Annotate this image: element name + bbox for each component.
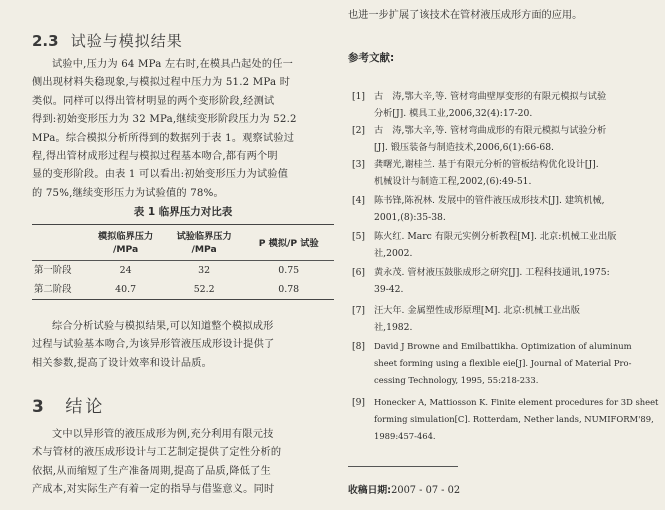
- table-cell: 24: [119, 265, 132, 276]
- table-row: [32, 261, 334, 281]
- reference-index: [1]: [352, 91, 366, 102]
- reference-index: [5]: [352, 231, 366, 242]
- table-cell: 40.7: [86, 280, 165, 300]
- reference-index: [4]: [352, 195, 366, 206]
- reference-line: 古 涛,鄂大辛,等. 管材弯曲壁厚变形的有限元模拟与试验: [374, 91, 607, 102]
- reference-line: 龚曙光,谢桂兰. 基于有限元分析的管板结构优化设计[J].: [374, 159, 599, 170]
- paragraph-line: 过程与试验基本吻合,为该异形管液压成形设计提供了: [32, 339, 275, 351]
- reference-line: cessing Technology, 1995, 55:218-233.: [374, 375, 539, 386]
- table-cell: 0.78: [243, 280, 334, 300]
- paragraph-line: 的 75%,继续变形压力为试验值的 78%。: [32, 187, 224, 199]
- reference-line: 社,1982.: [374, 322, 413, 334]
- paragraph-line: 试验中,压力为 64 MPa 左右时,在模具凸起处的任一: [52, 59, 294, 70]
- table-header-cell: 模拟临界压力 /MPa: [86, 225, 165, 261]
- paragraph-line: 显的变形阶段。由表 1 可以看出:初始变形压力为试验值: [32, 169, 289, 181]
- section-title: 结论: [65, 397, 106, 417]
- table-header-cell: 试验临界压力 /MPa: [165, 225, 244, 261]
- table-row: [32, 280, 334, 300]
- reference-index: [3]: [352, 159, 366, 170]
- table-cell: 52.2: [165, 280, 244, 300]
- reference-item: [352, 228, 648, 262]
- reference-index: [9]: [352, 397, 366, 408]
- right-column-continuation: 也进一步扩展了该技术在管材液压成形方面的应用。: [348, 10, 583, 21]
- paragraph-line: 术与管材的液压成形设计与工艺制定提供了定性分析的: [32, 447, 282, 459]
- reference-item: [352, 192, 648, 226]
- received-date-value: 2007 - 07 - 02: [391, 485, 461, 496]
- reference-index: [7]: [352, 305, 366, 316]
- section-2-3-paragraph: [32, 56, 334, 203]
- section-2-3-heading: [32, 30, 183, 51]
- reference-item: [352, 394, 659, 446]
- table-cell: 0.75: [278, 265, 300, 276]
- reference-item: [352, 156, 648, 190]
- section-number: 2.3: [32, 32, 59, 50]
- reference-line: Honecker A, Mattiosson K. Finite element procedures for 3D sheet: [374, 397, 659, 407]
- reference-line: forming simulation[C]. Rotterdam, Nether lands, NUMIFORM'89,: [374, 414, 654, 425]
- reference-item: [352, 122, 648, 156]
- table-cell: 32: [198, 265, 211, 276]
- section-3-paragraph: [32, 426, 334, 500]
- summary-paragraph: [32, 318, 334, 373]
- pressure-comparison-table: [32, 224, 334, 300]
- footnote-divider: [348, 466, 458, 467]
- received-date-label: 收稿日期:: [348, 485, 392, 496]
- reference-line: 陈书锋,陈祝林. 发展中的管件液压成形技术[J]. 建筑机械,: [374, 195, 605, 206]
- reference-line: 古 涛,鄂大辛,等. 管材弯曲成形的有限元模拟与试验分析: [374, 125, 607, 136]
- reference-item: [352, 264, 648, 298]
- paragraph-line: 综合分析试验与模拟结果,可以知道整个模拟成形: [52, 321, 274, 332]
- section-number: 3: [32, 397, 44, 417]
- reference-line: 2001,(8):35-38.: [374, 212, 446, 224]
- paragraph-line: 侧出现材料失稳现象,与模拟过程中压力为 51.2 MPa 时: [32, 77, 291, 89]
- reference-line: 1989:457-464.: [374, 431, 436, 442]
- paragraph-line: 依据,从而缩短了生产准备周期,提高了品质,降低了生: [32, 465, 271, 477]
- section-title: 试验与模拟结果: [70, 32, 183, 50]
- received-date: [348, 482, 460, 496]
- reference-line: 分析[J]. 模具工业,2006,32(4):17-20.: [374, 108, 533, 120]
- table-cell: 第二阶段: [32, 280, 86, 300]
- reference-line: 39-42.: [374, 284, 404, 296]
- reference-index: [8]: [352, 341, 366, 352]
- paragraph-line: 文中以异形管的液压成形为例,充分利用有限元技: [52, 429, 274, 440]
- table-cell: 第一阶段: [34, 265, 72, 276]
- table-header-cell: P 模拟/P 试验: [243, 225, 334, 261]
- section-3-heading: [32, 392, 105, 417]
- paragraph-line: 程,得出管材成形过程与模拟过程基本吻合,都有两个明: [32, 151, 278, 163]
- table-caption: 表 1 临界压力对比表: [133, 206, 233, 218]
- reference-line: [J]. 锻压装备与制造技术,2006,6(1):66-68.: [374, 142, 554, 154]
- reference-index: [2]: [352, 125, 366, 136]
- reference-item: [352, 88, 648, 122]
- reference-item: [352, 302, 648, 336]
- reference-line: 黄永茂. 管材液压鼓胀成形之研究[J]. 工程科技通讯,1975:: [374, 267, 610, 278]
- paragraph-line: 相关参数,提高了设计效率和设计品质。: [32, 357, 213, 369]
- reference-line: sheet forming using a flexible eie[J]. Journal of Material Pro-: [374, 358, 632, 369]
- paragraph-line: MPa。综合模拟分析所得到的数据列于表 1。观察试验过: [32, 132, 295, 144]
- references-heading: 参考文献:: [348, 52, 395, 64]
- reference-item: [352, 338, 648, 390]
- table-header-cell: [32, 225, 86, 261]
- paragraph-line: 类似。同样可以得出管材明显的两个变形阶段,经测试: [32, 95, 275, 107]
- reference-line: David J Browne and Emilbattikha. Optimization of aluminum: [374, 341, 632, 351]
- table-header-row: [32, 225, 334, 261]
- reference-line: 机械设计与制造工程,2002,(6):49-51.: [374, 176, 532, 188]
- paragraph-line: 得到:初始变形压力为 32 MPa,继续变形阶段压力为 52.2: [32, 114, 297, 126]
- reference-line: 汪大年. 金属塑性成形原理[M]. 北京:机械工业出版: [374, 305, 580, 316]
- reference-index: [6]: [352, 267, 366, 278]
- reference-line: 陈火红. Marc 有限元实例分析教程[M]. 北京:机械工业出版: [374, 231, 617, 242]
- paragraph-line: 产成本,对实际生产有着一定的指导与借鉴意义。同时: [32, 484, 275, 496]
- reference-line: 社,2002.: [374, 248, 413, 260]
